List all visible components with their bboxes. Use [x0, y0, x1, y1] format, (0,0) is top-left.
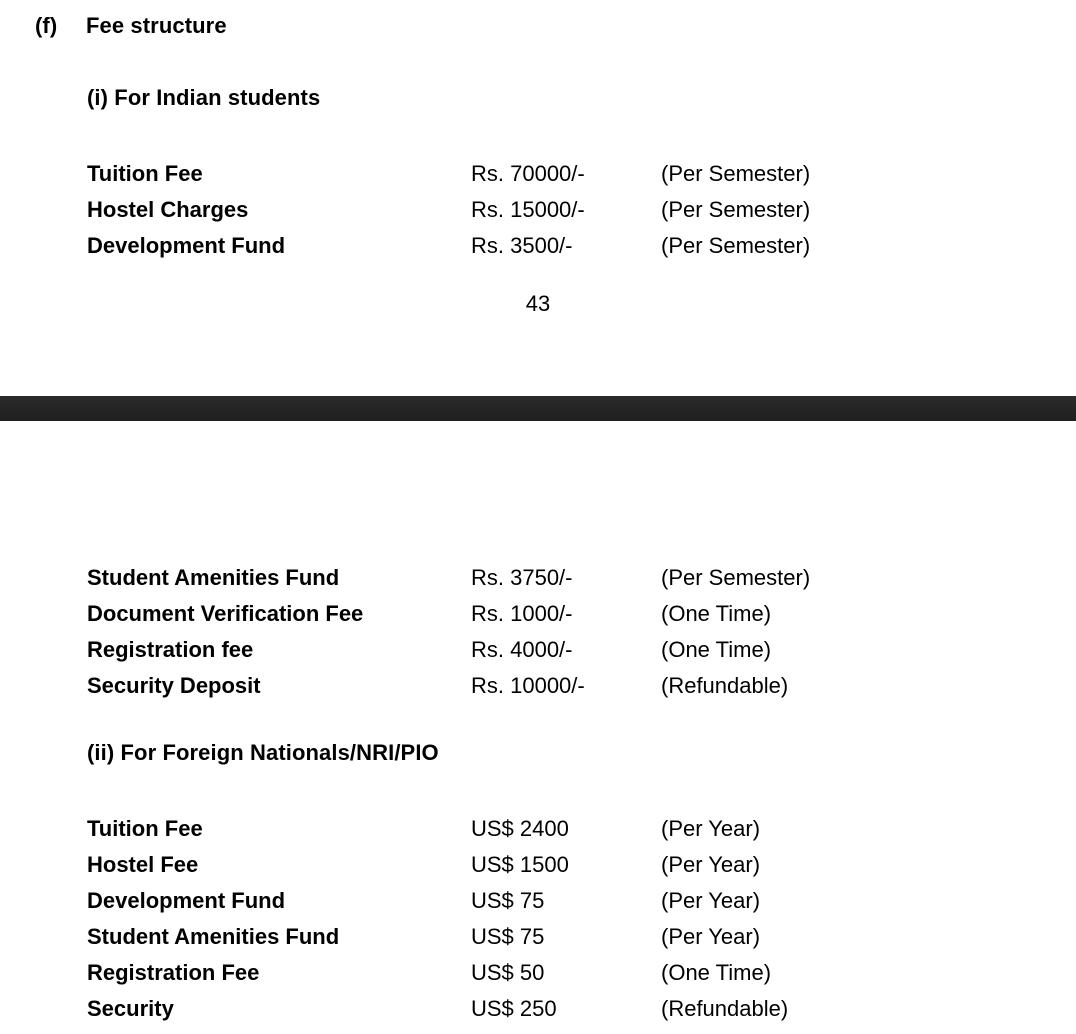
table-row: [87, 919, 788, 955]
fee-label: Student Amenities Fund: [87, 924, 340, 949]
fee-amount: US$ 250: [471, 996, 557, 1021]
fee-amount: US$ 1500: [471, 852, 569, 877]
page-number: 43: [525, 291, 551, 316]
fee-note: (Per Year): [661, 816, 761, 841]
fee-amount: Rs. 15000/-: [471, 197, 585, 222]
fee-amount: US$ 75: [471, 924, 545, 949]
table-row: [87, 668, 810, 704]
section-marker: (f): [35, 13, 58, 38]
section-title: Fee structure: [86, 13, 227, 38]
fee-label: Registration Fee: [87, 960, 260, 985]
fee-amount: Rs. 70000/-: [471, 161, 585, 186]
fee-amount: Rs. 3500/-: [471, 233, 573, 258]
fee-note: (Per Year): [661, 852, 761, 877]
subsection-heading-foreign-nationals: (ii) For Foreign Nationals/NRI/PIO: [87, 740, 439, 765]
fee-table-indian-students-continued: [87, 560, 810, 704]
fee-amount: Rs. 3750/-: [471, 565, 573, 590]
fee-label: Security: [87, 996, 174, 1021]
fee-table-foreign-nationals: [87, 811, 788, 1027]
fee-label: Student Amenities Fund: [87, 565, 340, 590]
fee-label: Tuition Fee: [87, 161, 203, 186]
table-row: [87, 228, 810, 264]
fee-label: Hostel Fee: [87, 852, 199, 877]
fee-note: (Per Semester): [661, 233, 811, 258]
fee-label: Document Verification Fee: [87, 601, 364, 626]
fee-amount: US$ 75: [471, 888, 545, 913]
table-row: [87, 811, 788, 847]
fee-amount: US$ 50: [471, 960, 545, 985]
fee-label: Development Fund: [87, 888, 286, 913]
fee-note: (One Time): [661, 960, 772, 985]
table-row: [87, 883, 788, 919]
table-row: [87, 156, 810, 192]
fee-amount: Rs. 4000/-: [471, 637, 573, 662]
fee-label: Registration fee: [87, 637, 254, 662]
fee-amount: US$ 2400: [471, 816, 569, 841]
fee-note: (Per Year): [661, 924, 761, 949]
fee-note: (Per Semester): [661, 161, 811, 186]
fee-note: (Per Semester): [661, 197, 811, 222]
fee-label: Tuition Fee: [87, 816, 203, 841]
table-row: [87, 847, 788, 883]
fee-table-indian-students: [87, 156, 810, 264]
fee-note: (Per Year): [661, 888, 761, 913]
fee-label: Hostel Charges: [87, 197, 249, 222]
table-row: [87, 596, 810, 632]
table-row: [87, 632, 810, 668]
table-row: [87, 955, 788, 991]
fee-note: (One Time): [661, 601, 772, 626]
fee-label: Development Fund: [87, 233, 286, 258]
fee-note: (Refundable): [661, 673, 789, 698]
table-row: [87, 560, 810, 596]
subsection-heading-indian-students: (i) For Indian students: [87, 85, 321, 110]
fee-amount: Rs. 10000/-: [471, 673, 585, 698]
fee-amount: Rs. 1000/-: [471, 601, 573, 626]
fee-note: (Refundable): [661, 996, 789, 1021]
fee-note: (Per Semester): [661, 565, 811, 590]
table-row: [87, 192, 810, 228]
fee-note: (One Time): [661, 637, 772, 662]
table-row: [87, 991, 788, 1027]
page-break-separator: [0, 396, 1076, 421]
fee-label: Security Deposit: [87, 673, 261, 698]
